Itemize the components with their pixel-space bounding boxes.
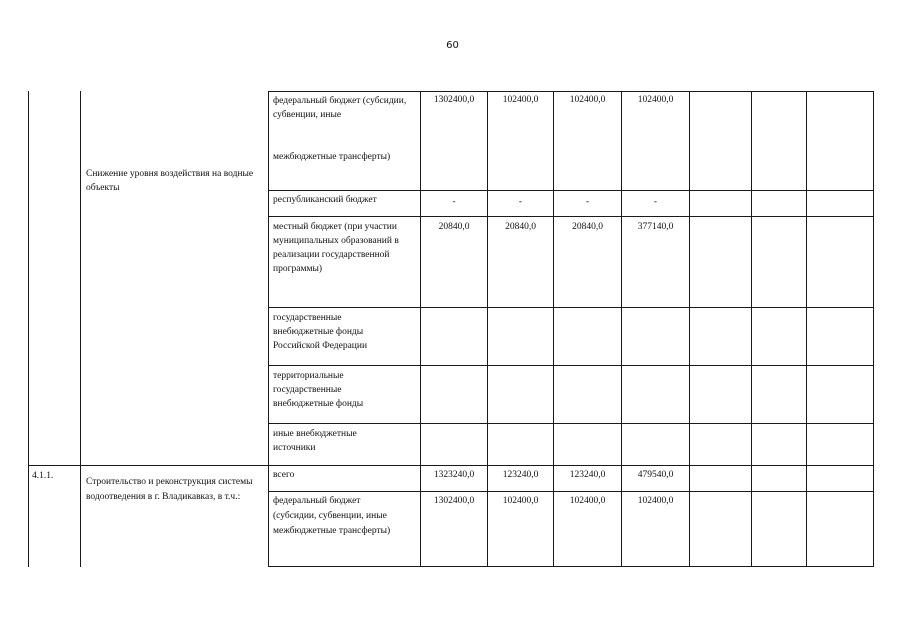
value-cell: 102400,0 — [637, 95, 674, 105]
value-cell: - — [518, 197, 523, 207]
value-cell: 20840,0 — [572, 222, 603, 232]
funding-source: территориальные государственные внебюджетные фонды — [273, 371, 364, 409]
value-cell: 102400,0 — [502, 95, 539, 105]
table-rule — [806, 91, 807, 567]
value-cell: 102400,0 — [569, 95, 606, 105]
table-rule — [268, 566, 874, 567]
funding-source: местный бюджет (при участии муниципальных образований в реализации государственной программы) — [273, 222, 399, 274]
table-rule — [751, 91, 752, 567]
value-cell: 102400,0 — [569, 496, 606, 506]
activity-name: Снижение уровня воздействия на водные объекты — [86, 169, 254, 193]
activity-name: Строительство и реконструкция системы водоотведения в г. Владикавказ, в т.ч.: — [86, 477, 253, 502]
table-rule — [268, 307, 874, 308]
table-rule — [689, 91, 690, 567]
funding-source: иные внебюджетные источники — [273, 429, 357, 453]
activity-number: 4.1.1. — [32, 471, 54, 481]
value-cell: 1302400,0 — [433, 496, 475, 506]
table-rule — [268, 491, 874, 492]
table-rule — [268, 365, 874, 366]
value-cell: - — [452, 197, 456, 207]
table-rule — [268, 91, 874, 92]
funding-source-continued: межбюджетные трансферты) — [273, 152, 391, 162]
funding-source: республиканский бюджет — [273, 195, 377, 205]
table-rule — [28, 465, 874, 466]
page-number: 60 — [446, 40, 459, 51]
value-cell: 123240,0 — [569, 470, 606, 480]
value-cell: 20840,0 — [505, 222, 536, 232]
value-cell: 1323240,0 — [433, 470, 475, 480]
table-rule — [268, 423, 874, 424]
value-cell: 102400,0 — [502, 496, 539, 506]
table-rule — [268, 216, 874, 217]
table-rule — [873, 91, 874, 567]
table-rule — [80, 91, 81, 567]
value-cell: 377140,0 — [637, 222, 674, 232]
value-cell: 102400,0 — [637, 496, 674, 506]
funding-source: всего — [273, 470, 295, 480]
funding-source: федеральный бюджет (субсидии, субвенции, иные межбюджетные трансферты) — [273, 496, 391, 536]
funding-source: федеральный бюджет (субсидии, субвенции, иные — [273, 96, 407, 120]
value-cell: - — [653, 197, 658, 207]
value-cell: - — [585, 197, 590, 207]
value-cell: 20840,0 — [438, 222, 470, 232]
value-cell: 479540,0 — [637, 470, 674, 480]
funding-source: государственные внебюджетные фонды Российской Федерации — [273, 313, 368, 351]
table-rule — [268, 190, 874, 191]
value-cell: 123240,0 — [502, 470, 539, 480]
table-rule — [268, 91, 269, 567]
table-rule — [28, 91, 29, 567]
value-cell: 1302400,0 — [433, 95, 475, 105]
